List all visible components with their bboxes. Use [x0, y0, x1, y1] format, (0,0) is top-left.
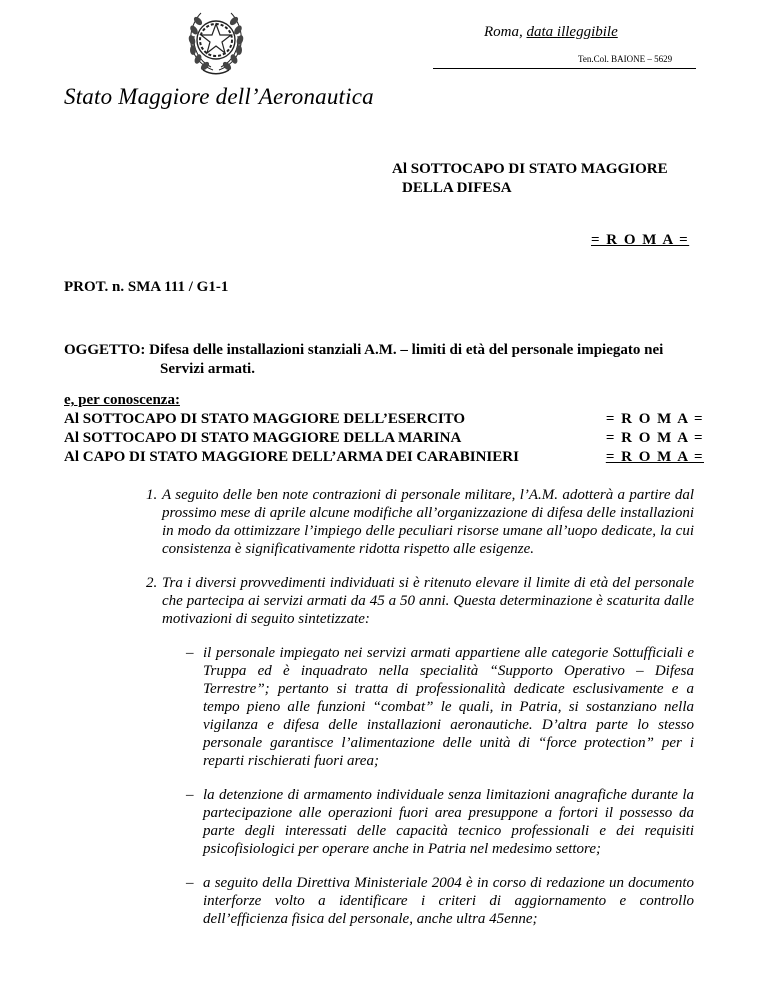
subject-line: OGGETTO: Difesa delle installazioni stanziali A.M. – limiti di età del personale impiegato nei — [64, 342, 664, 358]
copy-to-city: = R O M A = — [605, 411, 704, 427]
list-item — [186, 786, 694, 858]
subject-block — [64, 341, 714, 379]
addressee-block — [392, 160, 668, 198]
addressee-line: Al SOTTOCAPO DI STATO MAGGIORE — [392, 161, 668, 177]
list-item — [186, 874, 694, 928]
copy-to-name: Al SOTTOCAPO DI STATO MAGGIORE DELLA MARINA — [64, 430, 462, 446]
list-item-text: a seguito della Direttiva Ministeriale 2004 è in corso di redazione un documento interforze volto a identificare i criteri di aggiornamento e controllo dell’efficienza fisica del personale, anche ultra 45enne; — [203, 875, 694, 927]
list-item-text: il personale impiegato nei servizi armati appartiene alle categorie Sottufficiali e Truppa ed è inquadrato nella specialità “Supporto Operativo – Difesa Terrestre”; pertanto si tratta di professionalità dedicate esclusivamente e a tempo pieno alle funzioni “combat” le quali, in Patria, si sostanziano nella vigilanza e difesa delle installazioni aeronautiche. D’altra parte lo stesso personale garantisce l’alimentazione delle unità di “force protection” per i reparti rischierati fuori area; — [203, 645, 694, 769]
paragraph-number: 1. — [146, 487, 158, 503]
paragraph-number: 2. — [146, 575, 158, 591]
copy-to-name: Al SOTTOCAPO DI STATO MAGGIORE DELL’ESERCITO — [64, 411, 466, 427]
list-item — [186, 644, 694, 770]
addressee-line: DELLA DIFESA — [402, 180, 512, 196]
divider — [433, 68, 696, 69]
addressee-city: = R O M A = — [591, 232, 690, 248]
copy-to-row — [64, 448, 704, 467]
copy-to-block — [64, 391, 704, 467]
copy-to-row — [64, 410, 704, 429]
subject-line: Servizi armati. — [160, 361, 255, 377]
copy-to-city: = R O M A = — [605, 430, 704, 446]
copy-to-name: Al CAPO DI STATO MAGGIORE DELL’ARMA DEI CARABINIERI — [64, 449, 519, 465]
numbered-paragraph — [146, 486, 694, 558]
bullet-list — [186, 644, 694, 928]
protocol-number: PROT. n. SMA 111 / G1-1 — [64, 279, 229, 295]
author-reference: Ten.Col. BAIONE – 5629 — [578, 54, 673, 64]
list-item-text: la detenzione di armamento individuale senza limitazioni anagrafiche durante la partecipazione alle operazioni fuori area presuppone a fortori il possesso da parte degli interessati delle capacità tecnico professionali e dei requisiti psicofisiologici per operare anche in Patria nel medesimo settore; — [203, 787, 694, 857]
letter-body — [146, 486, 694, 944]
numbered-paragraph — [146, 574, 694, 628]
italian-republic-emblem-icon — [183, 4, 249, 78]
copy-to-row — [64, 429, 704, 448]
paragraph-text: A seguito delle ben note contrazioni di personale militare, l’A.M. adotterà a partire dal prossimo mese di aprile alcune modifiche all’organizzazione di difesa delle installazioni in modo da ottimizzare l’impiego delle peculiari risorse umane all’uopo dedicate, la cui consistenza è significativamente ridotta rispetto alle esigenze. — [162, 487, 694, 557]
issuing-office: Stato Maggiore dell’Aeronautica — [64, 84, 374, 109]
date: data illeggibile — [526, 24, 618, 40]
bullet-dash: – — [186, 645, 194, 661]
place-date — [484, 24, 618, 41]
copy-to-city: = R O M A = — [605, 449, 704, 465]
bullet-dash: – — [186, 875, 194, 891]
paragraph-text: Tra i diversi provvedimenti individuati si è ritenuto elevare il limite di età del personale che partecipa ai servizi armati da 45 a 50 anni. Questa determinazione è scaturita dalle motivazioni di seguito sintetizzate: — [162, 575, 694, 627]
copy-to-title: e, per conoscenza: — [64, 392, 180, 408]
bullet-dash: – — [186, 787, 194, 803]
place: Roma, — [484, 24, 523, 40]
